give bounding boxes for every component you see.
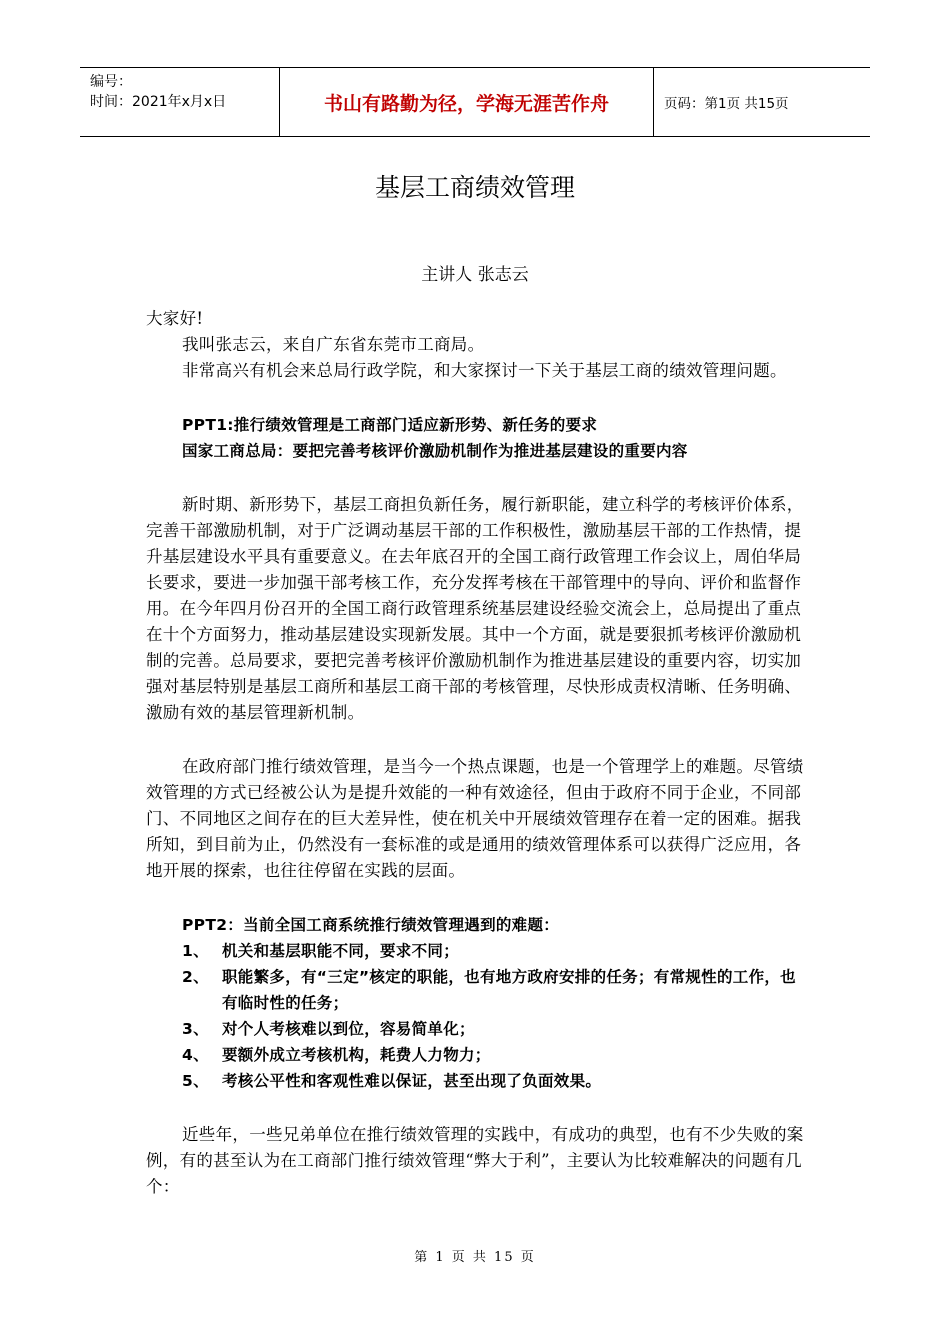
time-label: 时间：2021年x月x日 — [90, 94, 227, 110]
list-item-text: 机关和基层职能不同，要求不同； — [222, 942, 460, 960]
body-paragraph-3: 近些年，一些兄弟单位在推行绩效管理的实践中，有成功的典型，也有不少失败的案例，有的甚至认为在工商部门推行绩效管理“弊大于利”，主要认为比较难解决的问题有几个： — [146, 1125, 804, 1196]
list-item-number: 4、 — [182, 1046, 209, 1064]
list-item-number: 5、 — [182, 1072, 209, 1090]
list-item-text: 对个人考核难以到位，容易简单化； — [222, 1020, 475, 1038]
header-motto: 书山有路勤为径，学海无涯苦作舟 — [280, 68, 654, 136]
list-item-number: 2、 — [182, 968, 209, 986]
body-paragraph-1: 新时期、新形势下，基层工商担负新任务，履行新职能，建立科学的考核评价体系，完善干部激励机制，对于广泛调动基层干部的工作积极性，激励基层干部的工作热情，提升基层建设水平具有重要意义。在去年底召开的全国工商行政管理工作会议上，周伯华局长要求，要进一步加强干部考核工作，充分发挥考核在干部管理中的导向、评价和监督作用。在今年四月份召开的全国工商行政管理系统基层建设经验交流会上，总局提出了重点在十个方面努力，推动基层建设实现新发展。其中一个方面，就是要狠抓考核评价激励机制的完善。总局要求，要把完善考核评价激励机制作为推进基层建设的重要内容，切实加强对基层特别是基层工商所和基层工商干部的考核管理，尽快形成责权清晰、任务明确、激励有效的基层管理新机制。 — [146, 495, 804, 722]
header-meta — [80, 68, 280, 136]
list-item-number: 1、 — [182, 942, 209, 960]
intro-paragraph-2: 非常高兴有机会来总局行政学院，和大家探讨一下关于基层工商的绩效管理问题。 — [182, 361, 787, 380]
list-item — [146, 1016, 806, 1042]
number-label: 编号： — [90, 74, 132, 90]
list-item — [146, 1068, 806, 1094]
list-item — [146, 938, 806, 964]
document-title: 基层工商绩效管理 — [374, 173, 575, 202]
ppt1-title: PPT1:推行绩效管理是工商部门适应新形势、新任务的要求 — [182, 416, 598, 434]
greeting: 大家好! — [146, 309, 204, 328]
ppt1-subtitle: 国家工商总局：要把完善考核评价激励机制作为推进基层建设的重要内容 — [182, 442, 688, 460]
list-item — [146, 1042, 806, 1068]
list-item — [146, 964, 806, 1016]
page-footer: 第 1 页 共 15 页 — [414, 1250, 536, 1265]
page-header — [80, 67, 870, 137]
list-item-text: 考核公平性和客观性难以保证，甚至出现了负面效果。 — [222, 1072, 602, 1090]
list-item-text: 职能繁多，有“三定”核定的职能，也有地方政府安排的任务；有常规性的工作，也有临时性的任务； — [222, 968, 796, 1012]
body-paragraph-2: 在政府部门推行绩效管理，是当今一个热点课题，也是一个管理学上的难题。尽管绩效管理的方式已经被公认为是提升效能的一种有效途径，但由于政府不同于企业，不同部门、不同地区之间存在的巨大差异性，使在机关中开展绩效管理存在着一定的困难。据我所知，到目前为止，仍然没有一套标准的或是通用的绩效管理体系可以获得广泛应用，各地开展的探索，也往往停留在实践的层面。 — [146, 757, 804, 880]
list-item-number: 3、 — [182, 1020, 209, 1038]
speaker-line: 主讲人 张志云 — [421, 265, 529, 285]
intro-paragraph-1: 我叫张志云，来自广东省东莞市工商局。 — [182, 335, 485, 354]
document-body — [146, 306, 806, 1200]
header-page-info: 页码：第1页 共15页 — [664, 96, 789, 112]
list-item-text: 要额外成立考核机构，耗费人力物力； — [222, 1046, 491, 1064]
ppt2-title: PPT2：当前全国工商系统推行绩效管理遇到的难题： — [182, 916, 560, 934]
